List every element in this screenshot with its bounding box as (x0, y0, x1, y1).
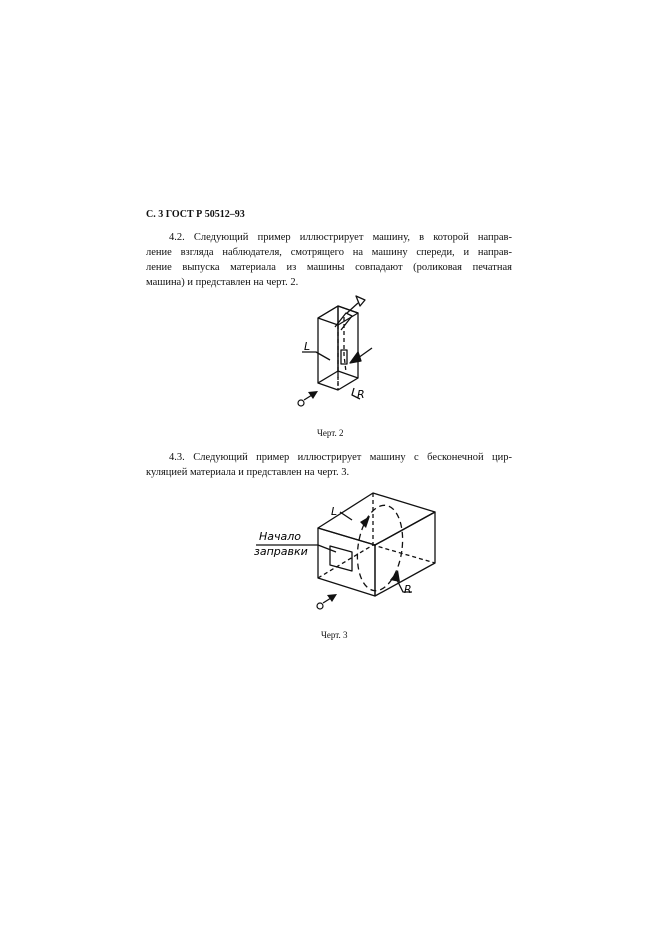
loop-arrow-icon (390, 570, 400, 582)
observer-icon (317, 603, 323, 609)
loading-window (330, 546, 352, 571)
text-line: 4.3. Следующий пример иллюстрирует машину с бесконечной цир- (169, 452, 512, 463)
figure-3-diagram (245, 488, 445, 613)
figure-3-label-L: L (331, 505, 338, 518)
leader-line-L (302, 352, 330, 360)
page-header: С. 3 ГОСТ Р 50512–93 (146, 209, 245, 220)
figure-2-label-R: R (357, 388, 365, 401)
text-line: ление выпуска материала из машины совпадают (роликовая печатная (146, 262, 512, 273)
text-line: куляцией материала и представлен на черт. 3. (146, 467, 350, 478)
section-4-3-text (146, 450, 512, 480)
exit-arrow-head (356, 296, 365, 306)
section-4-2-text (146, 230, 512, 290)
observer-icon (298, 400, 304, 406)
start-label-line2: заправки (254, 545, 308, 558)
text-line: машина) и представлен на черт. 2. (146, 277, 299, 288)
box-front-face (318, 306, 338, 383)
view-arrow-head (350, 352, 361, 363)
text-line: 4.2. Следующий пример иллюстрирует машину, в которой направ- (169, 232, 512, 243)
figure-3-caption: Черт. 3 (321, 630, 348, 640)
box-top-face (318, 493, 435, 545)
figure-2-diagram (290, 292, 390, 412)
observer-arrow-icon (308, 391, 318, 399)
box-side-face (338, 306, 358, 378)
text-line: ление взгляда наблюдателя, смотрящего на машину спереди, и направ- (146, 247, 512, 258)
observer-arrow-icon (327, 594, 337, 602)
start-label-line1: Начало (259, 530, 302, 543)
loop-arrow-icon (360, 516, 370, 528)
figure-2-label-L: L (304, 340, 311, 353)
leader-line-L (340, 512, 352, 520)
figure-2-caption: Черт. 2 (317, 428, 344, 438)
figure-3-label-R: R (404, 583, 412, 596)
